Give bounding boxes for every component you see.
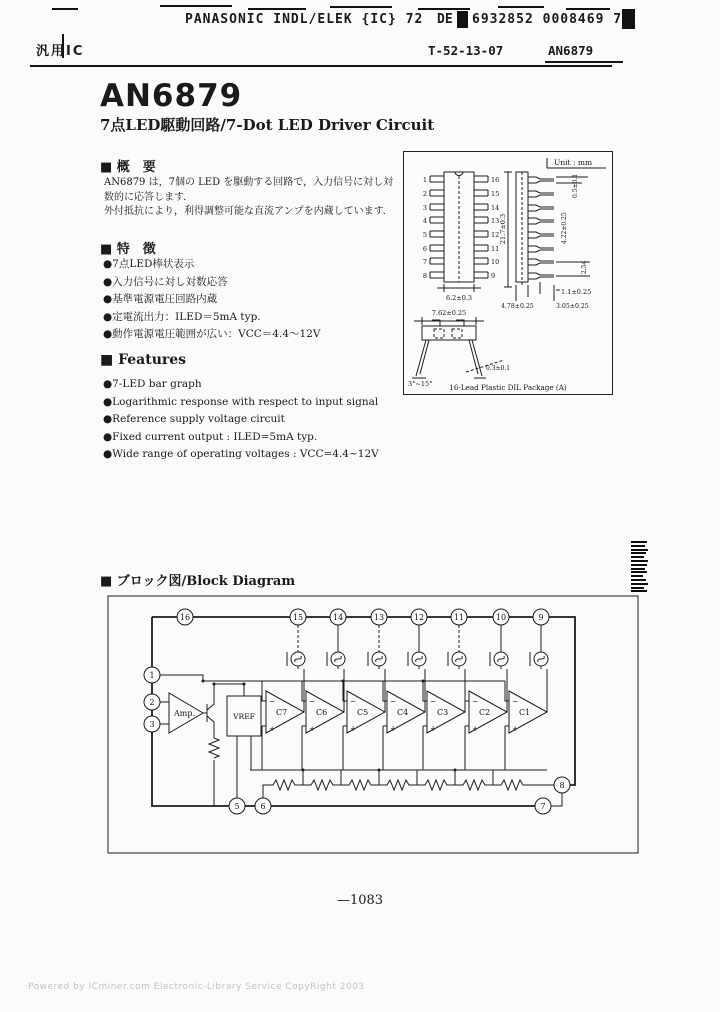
front-view-legs bbox=[412, 340, 486, 378]
svg-text:−: − bbox=[430, 697, 437, 706]
resistor-ladder bbox=[263, 780, 554, 806]
comparator-labels bbox=[276, 708, 530, 717]
features-jp-heading: ■ 特 徴 bbox=[100, 242, 156, 257]
registration-marks bbox=[631, 541, 649, 594]
svg-text:+: + bbox=[512, 724, 519, 733]
part-number-underline bbox=[545, 61, 623, 63]
svg-text:10: 10 bbox=[495, 613, 507, 622]
pin-numbers-left bbox=[423, 176, 427, 280]
doc-number: T-52-13-07 bbox=[428, 43, 504, 58]
svg-text:8: 8 bbox=[422, 272, 427, 280]
dim-row-spacing: 7.62±0.25 bbox=[431, 309, 467, 317]
svg-text:12: 12 bbox=[491, 231, 500, 239]
features-en-heading: ■ Features bbox=[100, 352, 187, 368]
svg-text:−: − bbox=[390, 697, 397, 706]
svg-text:3: 3 bbox=[422, 204, 427, 212]
block-diagram-figure bbox=[107, 593, 640, 857]
svg-text:12: 12 bbox=[413, 613, 425, 622]
feature-item: ●7-LED bar graph bbox=[103, 378, 202, 390]
dim-standoff: 1.1±0.25 bbox=[561, 288, 592, 296]
junction-dots bbox=[202, 680, 457, 772]
svg-text:7: 7 bbox=[540, 802, 546, 811]
features-en-list bbox=[103, 376, 379, 464]
svg-text:−: − bbox=[269, 697, 276, 706]
category-label: 汎用IC bbox=[36, 44, 85, 59]
svg-text:5: 5 bbox=[422, 231, 427, 239]
svg-text:+: + bbox=[269, 724, 276, 733]
svg-text:6: 6 bbox=[260, 802, 266, 811]
feature-item: ●Logarithmic response with respect to input signal bbox=[103, 395, 379, 408]
svg-text:+: + bbox=[430, 724, 437, 733]
dip-side-leads bbox=[528, 177, 554, 279]
svg-text:+: + bbox=[350, 724, 357, 733]
svg-text:1: 1 bbox=[422, 176, 427, 184]
feature-item: ●7点LED棒状表示 bbox=[103, 258, 195, 270]
overview-line: 外付抵抗により，利得調整可能な直流アンプを内蔵しています． bbox=[104, 206, 393, 217]
svg-text:+: + bbox=[309, 724, 316, 733]
feature-item: ●動作電源電圧範囲が広い：VCC＝4.4～12V bbox=[103, 328, 321, 340]
svg-text:5: 5 bbox=[234, 802, 240, 811]
dim-body-width: 6.2±0.3 bbox=[445, 294, 473, 302]
vref-label: VREF bbox=[233, 712, 255, 721]
svg-text:13: 13 bbox=[373, 613, 385, 622]
overview-line: AN6879 は，7個の LED を駆動する回路で，入力信号に対し対 bbox=[104, 177, 394, 188]
svg-text:16: 16 bbox=[179, 613, 191, 622]
feature-item: ●Fixed current output : ILED=5mA typ. bbox=[103, 430, 318, 443]
svg-text:C4: C4 bbox=[397, 708, 409, 717]
page-title: AN6879 bbox=[100, 78, 243, 114]
svg-text:+: + bbox=[472, 724, 479, 733]
dim-seating2: 3.05±0.25 bbox=[556, 303, 589, 310]
package-figure bbox=[403, 151, 613, 395]
scan-header-line: PANASONIC INDL/ELEK {IC} 72 bbox=[185, 12, 424, 27]
feature-item: ●Wide range of operating voltages : VCC=4.4~12V bbox=[103, 448, 379, 460]
svg-text:C2: C2 bbox=[479, 708, 491, 717]
dim-lead-width: 0.5±0.1 bbox=[572, 173, 579, 198]
svg-text:+: + bbox=[390, 724, 397, 733]
input-amp bbox=[152, 675, 244, 806]
svg-text:9: 9 bbox=[538, 613, 544, 622]
svg-text:8: 8 bbox=[559, 781, 565, 790]
svg-text:16: 16 bbox=[491, 176, 500, 184]
svg-text:−: − bbox=[512, 697, 519, 706]
feature-item: ●Reference supply voltage circuit bbox=[103, 413, 285, 425]
svg-text:C1: C1 bbox=[519, 708, 531, 717]
dim-lead-thickness: 0.3±0.1 bbox=[486, 365, 511, 372]
svg-text:1: 1 bbox=[149, 671, 155, 680]
dim-lead-span: 4.22±0.25 bbox=[561, 212, 568, 244]
overview-line: 数的に応答します． bbox=[104, 191, 194, 203]
dim-lead-angle: 3°~15° bbox=[408, 380, 433, 388]
part-number-header: AN6879 bbox=[548, 43, 594, 58]
comparator-wiring bbox=[262, 669, 547, 770]
amp-label: Amp. bbox=[174, 709, 196, 718]
overview-paragraph bbox=[104, 176, 393, 220]
dim-pitch: 2.54 bbox=[581, 260, 588, 274]
svg-text:C3: C3 bbox=[437, 708, 449, 717]
dim-seating1: 4.78±0.25 bbox=[501, 303, 534, 310]
svg-text:C6: C6 bbox=[316, 708, 328, 717]
scan-code-prefix: DE bbox=[437, 12, 453, 27]
svg-text:C5: C5 bbox=[357, 708, 369, 717]
package-caption: 16-Lead Plastic DIL Package (A) bbox=[449, 383, 567, 392]
features-jp-list bbox=[103, 256, 320, 344]
svg-text:2: 2 bbox=[149, 698, 155, 707]
block-diagram-heading: ■ ブロック図/Block Diagram bbox=[100, 574, 296, 589]
svg-text:2: 2 bbox=[422, 190, 427, 198]
redaction-box-end bbox=[622, 9, 635, 29]
header-rule bbox=[30, 65, 612, 67]
unit-label: Unit : mm bbox=[554, 158, 593, 167]
dim-body-length: 21.7±0.3 bbox=[499, 213, 507, 245]
feature-item: ●入力信号に対し対数応答 bbox=[103, 275, 228, 288]
svg-text:−: − bbox=[350, 697, 357, 706]
package-diagram bbox=[404, 152, 612, 394]
svg-text:7: 7 bbox=[422, 258, 427, 266]
redaction-box bbox=[457, 11, 468, 28]
svg-text:11: 11 bbox=[491, 245, 500, 253]
svg-text:14: 14 bbox=[491, 204, 500, 212]
scan-code-digits: 6932852 0008469 7 bbox=[472, 12, 623, 27]
svg-text:C7: C7 bbox=[276, 708, 288, 717]
svg-text:15: 15 bbox=[491, 190, 500, 198]
page-number: —1083 bbox=[336, 893, 384, 908]
feature-item: ●基準電源電圧回路内蔵 bbox=[103, 293, 218, 305]
svg-text:15: 15 bbox=[292, 613, 304, 622]
svg-text:10: 10 bbox=[491, 258, 500, 266]
svg-text:14: 14 bbox=[332, 613, 344, 622]
svg-text:9: 9 bbox=[491, 272, 496, 280]
led-current-sources bbox=[287, 625, 548, 669]
scan-footer: Powered by ICminer.com Electronic-Library Service CopyRight 2003 bbox=[28, 982, 365, 992]
svg-text:13: 13 bbox=[491, 217, 500, 225]
svg-text:−: − bbox=[309, 697, 316, 706]
overview-heading: ■ 概 要 bbox=[100, 160, 156, 175]
svg-text:4: 4 bbox=[422, 217, 427, 225]
feature-item: ●定電流出力：ILED＝5mA typ. bbox=[103, 310, 261, 323]
svg-text:11: 11 bbox=[453, 613, 465, 622]
page-subtitle: 7点LED駆動回路/7-Dot LED Driver Circuit bbox=[100, 116, 435, 134]
block-diagram bbox=[107, 593, 640, 857]
svg-text:6: 6 bbox=[422, 245, 427, 253]
svg-text:3: 3 bbox=[149, 720, 155, 729]
svg-text:−: − bbox=[472, 697, 479, 706]
